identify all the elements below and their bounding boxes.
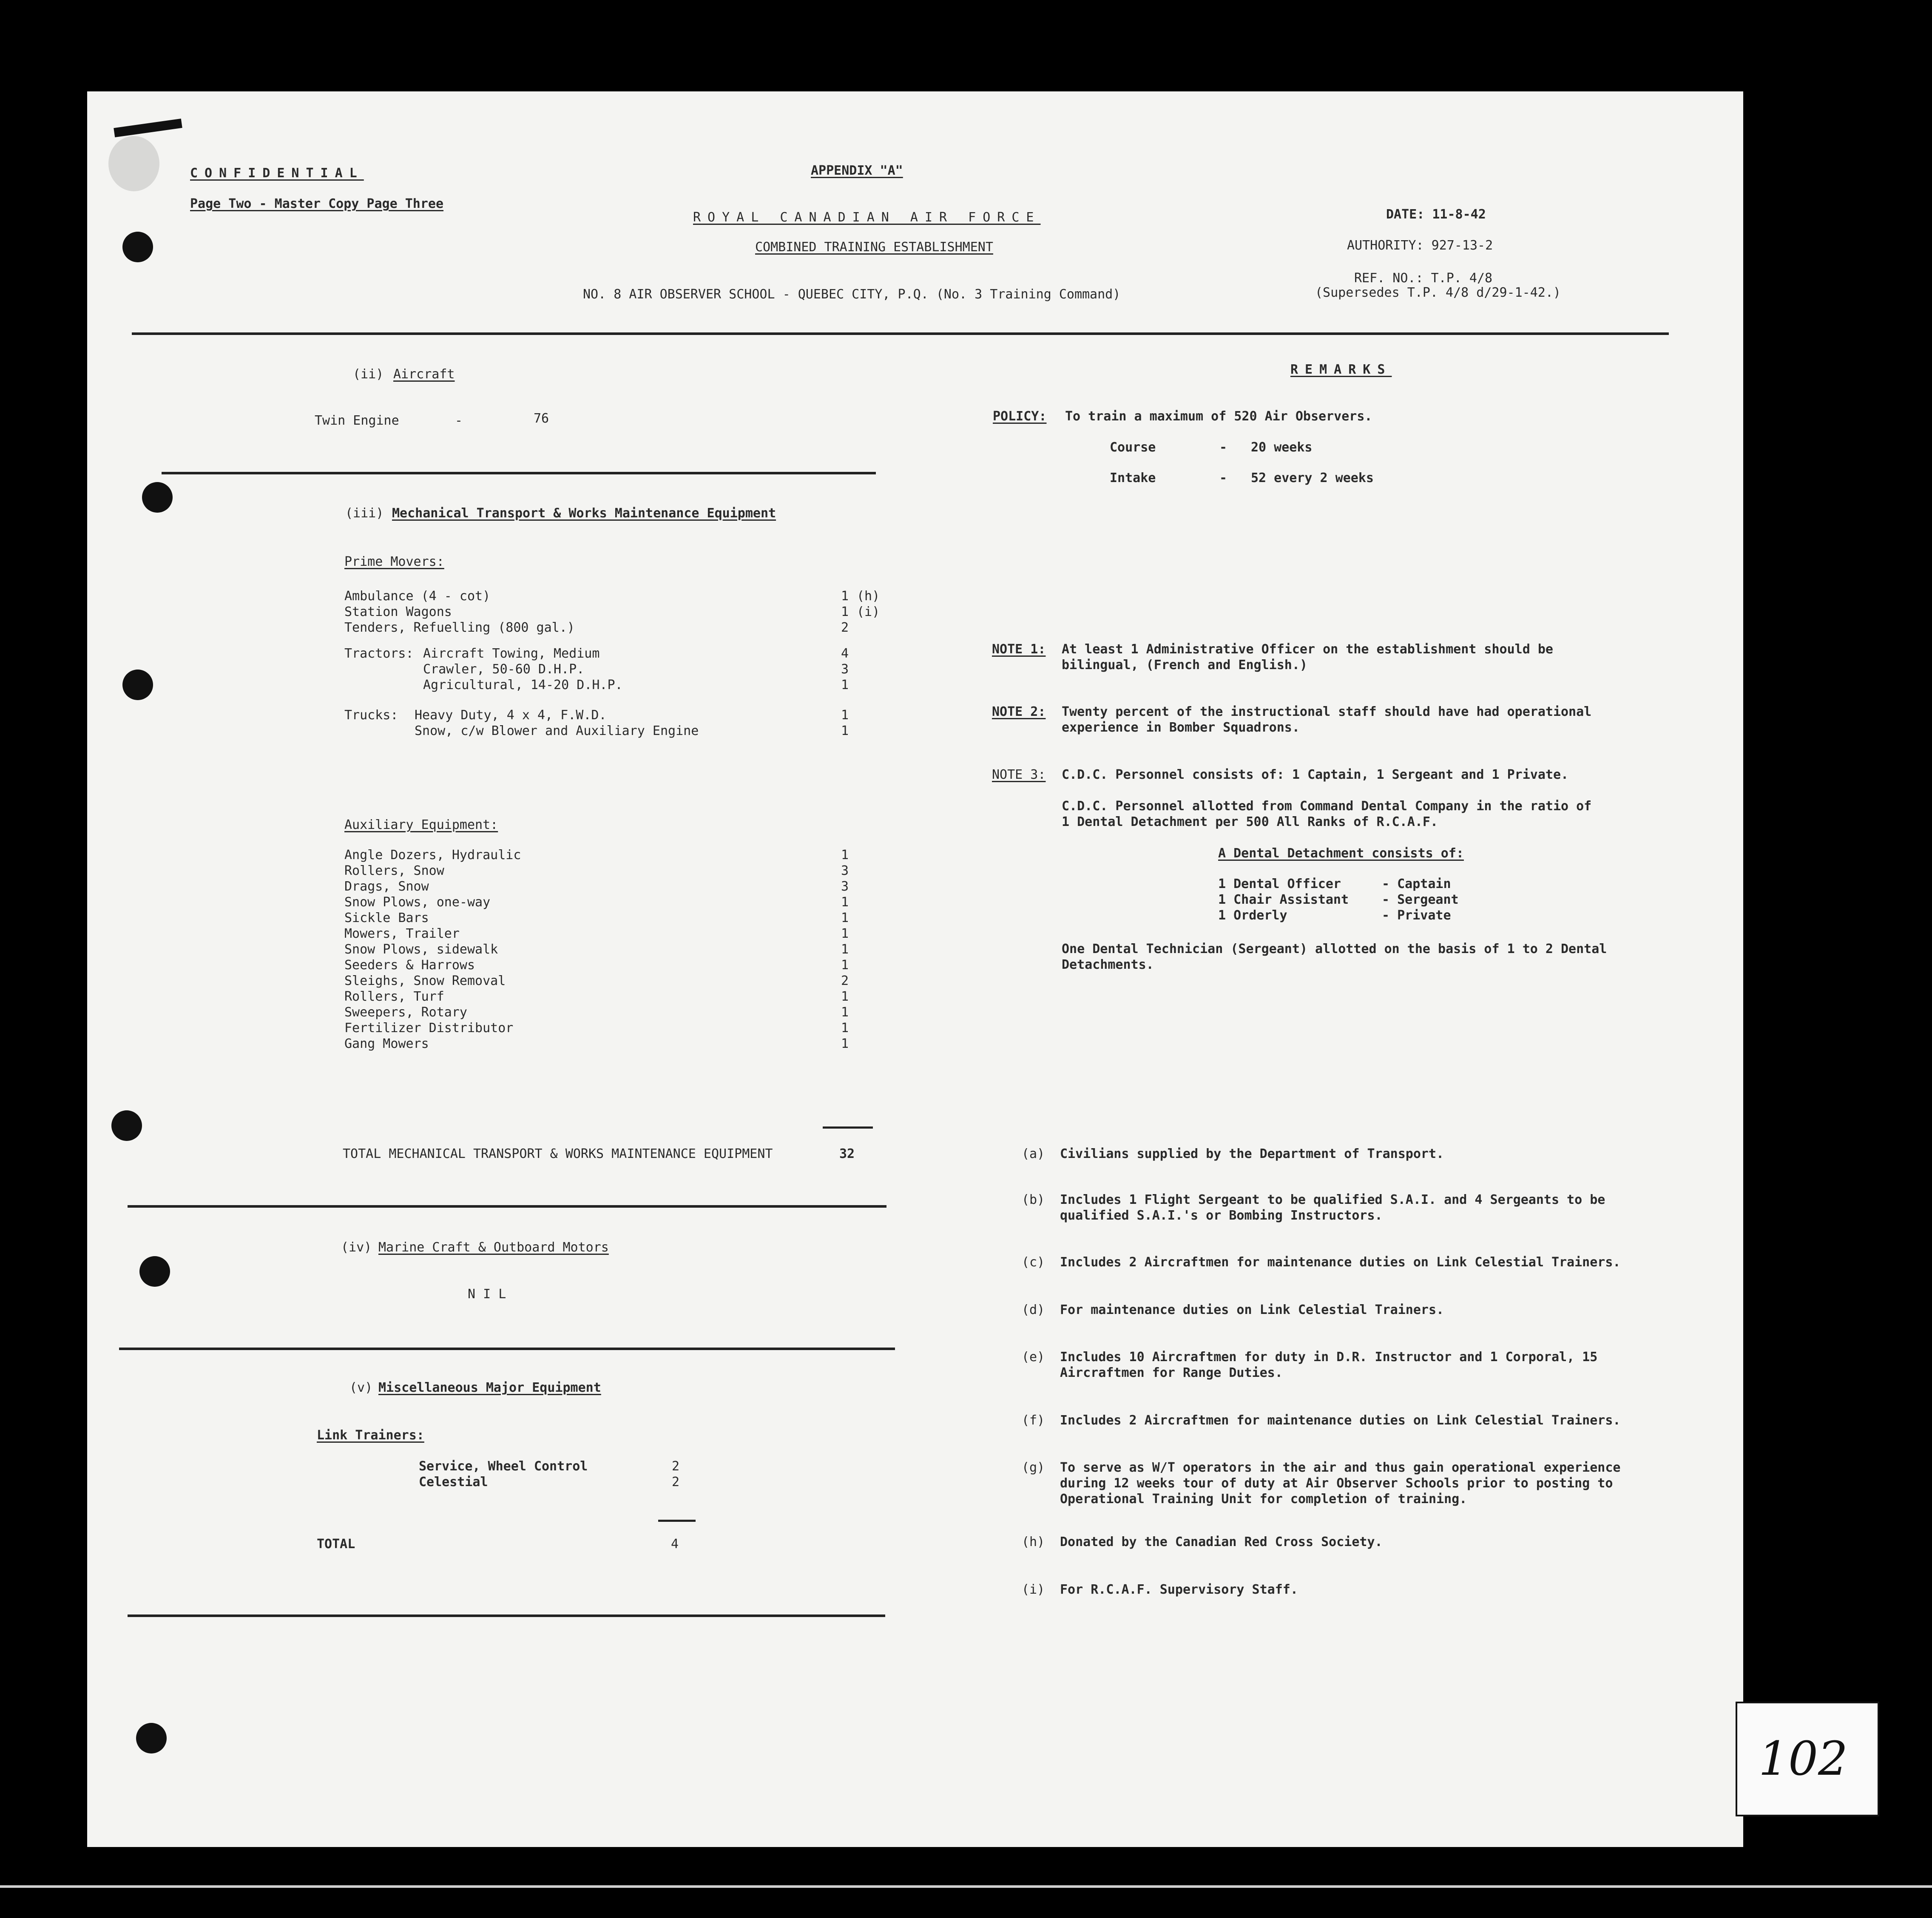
equipment-qty: 1	[841, 724, 849, 738]
intake-dash: -	[1219, 471, 1227, 485]
equipment-label: Rollers, Turf	[344, 989, 444, 1004]
footnote-text: Civilians supplied by the Department of Transport.	[1060, 1146, 1444, 1161]
equipment-label: Mowers, Trailer	[344, 926, 460, 941]
equipment-label: Snow Plows, sidewalk	[344, 942, 498, 957]
link-trainer-qty: 2	[672, 1475, 680, 1490]
section-divider	[128, 1205, 886, 1208]
misc-heading: Miscellaneous Major Equipment	[378, 1380, 601, 1395]
punch-hole	[122, 232, 153, 262]
marine-section-number: (iv)	[341, 1240, 372, 1255]
note2-label: NOTE 2:	[992, 704, 1046, 719]
policy-text: To train a maximum of 520 Air Observers.	[1065, 409, 1372, 424]
footnote-key: (h)	[1022, 1535, 1045, 1549]
equipment-label: Ambulance (4 - cot)	[344, 589, 491, 604]
equipment-qty: 4	[841, 646, 849, 661]
section-divider	[119, 1348, 895, 1350]
intake-label: Intake	[1110, 471, 1156, 485]
punch-hole	[122, 670, 153, 700]
dental-heading: A Dental Detachment consists of:	[1218, 846, 1464, 861]
dental-member: 1 Orderly	[1218, 908, 1287, 923]
remarks-heading: REMARKS	[1290, 362, 1392, 377]
course-dash: -	[1219, 440, 1227, 455]
note2-line1: Twenty percent of the instructional staff should have had operational	[1062, 704, 1592, 719]
equipment-qty: 3	[841, 879, 849, 894]
footnote-text: Operational Training Unit for completion of training.	[1060, 1492, 1467, 1507]
footnote-text: Includes 10 Aircraftmen for duty in D.R. Instructor and 1 Corporal, 15	[1060, 1350, 1598, 1365]
note1-label: NOTE 1:	[992, 642, 1046, 657]
dental-member: 1 Chair Assistant	[1218, 892, 1349, 907]
course-value: 20 weeks	[1251, 440, 1313, 455]
equipment-label: Sickle Bars	[344, 911, 429, 925]
equipment-qty: 3	[841, 662, 849, 677]
document-page	[87, 91, 1743, 1847]
tech-line2: Detachments.	[1062, 957, 1154, 972]
dental-rank: - Sergeant	[1382, 892, 1459, 907]
note1-line2: bilingual, (French and English.)	[1062, 658, 1307, 672]
note3-line3: 1 Dental Detachment per 500 All Ranks of R.C.A.F.	[1062, 814, 1438, 829]
equipment-qty: 2	[841, 620, 849, 635]
equipment-label: Tenders, Refuelling (800 gal.)	[344, 620, 575, 635]
footnote-text: Includes 2 Aircraftmen for maintenance duties on Link Celestial Trainers.	[1060, 1255, 1621, 1270]
note2-line2: experience in Bomber Squadrons.	[1062, 720, 1300, 735]
equipment-label: Sleighs, Snow Removal	[344, 973, 506, 988]
equipment-label: Crawler, 50-60 D.H.P.	[423, 662, 585, 677]
dental-rank: - Private	[1382, 908, 1451, 923]
equipment-label: Sweepers, Rotary	[344, 1005, 467, 1020]
equipment-qty: 1	[841, 589, 849, 604]
equipment-label: Agricultural, 14-20 D.H.P.	[423, 678, 623, 692]
equipment-label: Station Wagons	[344, 604, 452, 619]
link-trainer-label: Celestial	[419, 1475, 488, 1490]
equipment-qty: 1	[841, 1005, 849, 1020]
mt-heading: Mechanical Transport & Works Maintenance Equipment	[392, 506, 776, 521]
footnote-text: To serve as W/T operators in the air and thus gain operational experience	[1060, 1460, 1621, 1475]
link-trainers-heading: Link Trainers:	[317, 1428, 424, 1443]
page-number: 102	[1759, 1731, 1848, 1786]
equipment-label: Aircraft Towing, Medium	[423, 646, 600, 661]
policy-label: POLICY:	[993, 409, 1047, 424]
link-trainer-qty: 2	[672, 1459, 680, 1474]
aircraft-value: 76	[534, 411, 549, 426]
equipment-qty: 1	[841, 989, 849, 1004]
equipment-label: Snow, c/w Blower and Auxiliary Engine	[415, 724, 699, 738]
equipment-label: Rollers, Snow	[344, 863, 444, 878]
equipment-qty: 1	[841, 895, 849, 910]
tech-line1: One Dental Technician (Sergeant) allotted on the basis of 1 to 2 Dental	[1062, 942, 1607, 956]
tractors-label: Tractors:	[344, 646, 414, 661]
header-divider	[132, 332, 1669, 335]
footnote-key: (e)	[1022, 1350, 1045, 1365]
mt-total-label: TOTAL MECHANICAL TRANSPORT & WORKS MAINTENANCE EQUIPMENT	[343, 1146, 773, 1161]
footnote-key: (g)	[1022, 1460, 1045, 1475]
equipment-qty: 3	[841, 863, 849, 878]
establishment-subtitle: COMBINED TRAINING ESTABLISHMENT	[755, 240, 993, 255]
equipment-label: Snow Plows, one-way	[344, 895, 491, 910]
footnote-key: (d)	[1022, 1302, 1045, 1317]
footnote-key: (a)	[1022, 1146, 1045, 1161]
section-divider	[128, 1614, 885, 1617]
punch-hole	[111, 1110, 142, 1141]
school-line: NO. 8 AIR OBSERVER SCHOOL - QUEBEC CITY, P.Q. (No. 3 Training Command)	[583, 287, 1121, 302]
note1-line1: At least 1 Administrative Officer on the establishment should be	[1062, 642, 1553, 657]
marine-heading: Marine Craft & Outboard Motors	[378, 1240, 609, 1255]
aircraft-dash: -	[455, 413, 463, 428]
organization-title: ROYAL CANADIAN AIR FORCE	[693, 210, 1041, 225]
punch-hole	[142, 482, 173, 513]
section-divider	[162, 472, 876, 474]
total-rule	[823, 1126, 873, 1129]
trucks-label: Trucks:	[344, 708, 398, 723]
equipment-label: Heavy Duty, 4 x 4, F.W.D.	[415, 708, 607, 723]
footnote-key: (c)	[1022, 1255, 1045, 1270]
note3-label: NOTE 3:	[992, 767, 1046, 782]
authority: AUTHORITY: 927-13-2	[1347, 238, 1493, 253]
footnote-text: during 12 weeks tour of duty at Air Observer Schools prior to posting to	[1060, 1476, 1613, 1491]
footnote-text: qualified S.A.I.'s or Bombing Instructors.	[1060, 1208, 1383, 1223]
footnote-text: Includes 1 Flight Sergeant to be qualified S.A.I. and 4 Sergeants to be	[1060, 1192, 1605, 1207]
page-reference: Page Two - Master Copy Page Three	[190, 196, 444, 211]
total-rule	[658, 1520, 696, 1522]
auxiliary-heading: Auxiliary Equipment:	[344, 817, 498, 832]
misc-total-label: TOTAL	[317, 1537, 355, 1552]
equipment-label: Angle Dozers, Hydraulic	[344, 848, 521, 863]
footnote-text: Donated by the Canadian Red Cross Society.	[1060, 1535, 1383, 1549]
reference-number: REF. NO.: T.P. 4/8	[1354, 271, 1493, 286]
link-trainer-label: Service, Wheel Control	[419, 1459, 588, 1474]
equipment-qty: 1	[841, 926, 849, 941]
equipment-qty: 1	[841, 848, 849, 863]
equipment-footnote-ref: (i)	[857, 604, 880, 619]
misc-section-number: (v)	[349, 1380, 373, 1395]
corner-smudge	[108, 136, 159, 191]
course-label: Course	[1110, 440, 1156, 455]
equipment-label: Seeders & Harrows	[344, 958, 475, 973]
punch-hole	[139, 1256, 170, 1287]
footnote-text: Aircraftmen for Range Duties.	[1060, 1365, 1283, 1380]
appendix-title: APPENDIX "A"	[811, 163, 903, 178]
equipment-footnote-ref: (h)	[857, 589, 880, 604]
dental-rank: - Captain	[1382, 877, 1451, 891]
equipment-label: Gang Mowers	[344, 1036, 429, 1051]
footnote-text: For R.C.A.F. Supervisory Staff.	[1060, 1582, 1298, 1597]
equipment-qty: 2	[841, 973, 849, 988]
equipment-qty: 1	[841, 1021, 849, 1036]
footnote-key: (b)	[1022, 1192, 1045, 1207]
intake-value: 52 every 2 weeks	[1251, 471, 1374, 485]
prime-movers-heading: Prime Movers:	[344, 554, 444, 569]
page-number-box	[1736, 1702, 1879, 1816]
punch-hole	[136, 1723, 167, 1753]
equipment-label: Fertilizer Distributor	[344, 1021, 514, 1036]
aircraft-label: Twin Engine	[315, 413, 399, 428]
bottom-edge	[0, 1885, 1932, 1888]
footnote-text: For maintenance duties on Link Celestial Trainers.	[1060, 1302, 1444, 1317]
equipment-qty: 1	[841, 604, 849, 619]
equipment-qty: 1	[841, 911, 849, 925]
mt-section-number: (iii)	[345, 506, 384, 521]
supersedes-note: (Supersedes T.P. 4/8 d/29-1-42.)	[1315, 285, 1561, 300]
equipment-qty: 1	[841, 1036, 849, 1051]
document-date: DATE: 11-8-42	[1386, 207, 1486, 222]
equipment-qty: 1	[841, 708, 849, 723]
equipment-qty: 1	[841, 942, 849, 957]
mt-total-value: 32	[839, 1146, 855, 1161]
aircraft-heading: Aircraft	[393, 367, 455, 382]
aircraft-section-number: (ii)	[353, 367, 384, 382]
equipment-qty: 1	[841, 958, 849, 973]
footnote-text: Includes 2 Aircraftmen for maintenance duties on Link Celestial Trainers.	[1060, 1413, 1621, 1428]
note3-line1: C.D.C. Personnel consists of: 1 Captain, 1 Sergeant and 1 Private.	[1062, 767, 1569, 782]
confidential-label: CONFIDENTIAL	[190, 166, 364, 181]
dental-member: 1 Dental Officer	[1218, 877, 1341, 891]
note3-line2: C.D.C. Personnel allotted from Command Dental Company in the ratio of	[1062, 799, 1592, 814]
footnote-key: (f)	[1022, 1413, 1045, 1428]
misc-total-value: 4	[671, 1537, 679, 1552]
marine-value: N I L	[468, 1287, 506, 1302]
equipment-label: Drags, Snow	[344, 879, 429, 894]
footnote-key: (i)	[1022, 1582, 1045, 1597]
equipment-qty: 1	[841, 678, 849, 692]
